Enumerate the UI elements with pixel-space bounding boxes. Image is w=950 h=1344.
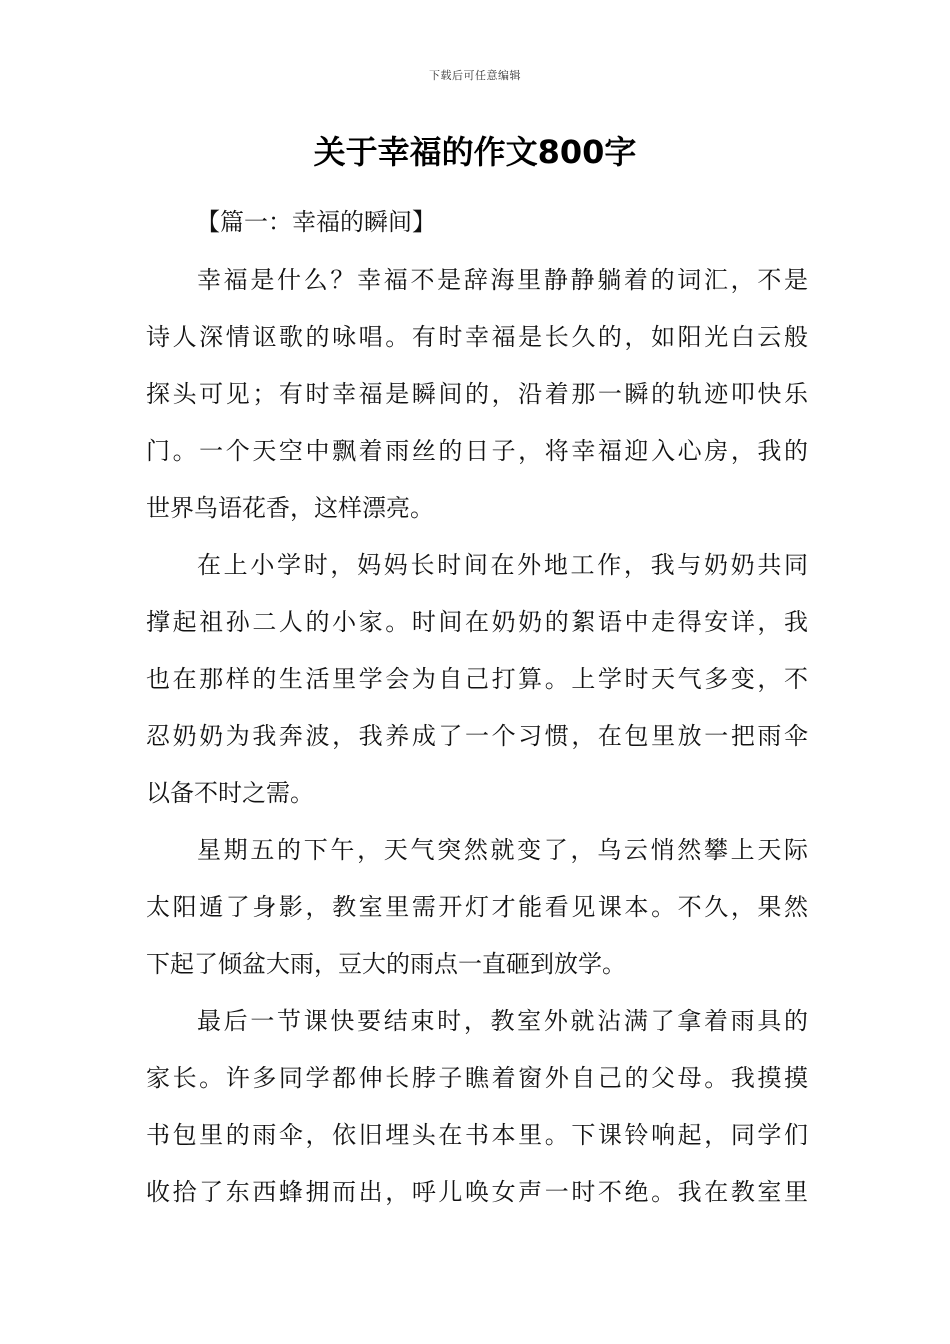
paragraph xyxy=(146,252,808,537)
text-line: 幸福是什么？幸福不是辞海里静静躺着的词汇，不是 xyxy=(197,266,808,294)
header-note: 下载后可任意编辑 xyxy=(429,69,521,82)
text-line: 收拾了东西蜂拥而出，呼儿唤女声一时不绝。我在教室里 xyxy=(146,1178,808,1206)
text-line: 也在那样的生活里学会为自己打算。上学时天气多变，不 xyxy=(146,665,808,693)
text-line: 书包里的雨伞，依旧埋头在书本里。下课铃响起，同学们 xyxy=(146,1121,808,1149)
paragraph xyxy=(146,993,808,1221)
paragraph xyxy=(146,537,808,822)
text-line: 探头可见；有时幸福是瞬间的，沿着那一瞬的轨迹叩快乐 xyxy=(146,380,808,408)
text-line: 门。一个天空中飘着雨丝的日子，将幸福迎入心房，我的 xyxy=(146,437,808,465)
text-line: 撑起祖孙二人的小家。时间在奶奶的絮语中走得安详，我 xyxy=(146,608,808,636)
document-title: 关于幸福的作文800字 xyxy=(313,133,637,171)
document-body xyxy=(146,252,808,1221)
text-line: 最后一节课快要结束时，教室外就沾满了拿着雨具的 xyxy=(197,1007,808,1035)
paragraph xyxy=(146,822,808,993)
text-line: 忍奶奶为我奔波，我养成了一个习惯，在包里放一把雨伞 xyxy=(146,722,808,750)
text-line: 家长。许多同学都伸长脖子瞧着窗外自己的父母。我摸摸 xyxy=(146,1064,808,1092)
text-line: 星期五的下午，天气突然就变了，乌云悄然攀上天际 xyxy=(197,836,808,864)
text-line: 世界鸟语花香，这样漂亮。 xyxy=(146,494,434,522)
text-line: 诗人深情讴歌的咏唱。有时幸福是长久的，如阳光白云般 xyxy=(146,323,808,351)
text-line: 以备不时之需。 xyxy=(146,779,314,807)
section-heading: 【篇一：幸福的瞬间】 xyxy=(196,208,436,236)
text-line: 下起了倾盆大雨，豆大的雨点一直砸到放学。 xyxy=(146,950,626,978)
text-line: 太阳遁了身影，教室里需开灯才能看见课本。不久，果然 xyxy=(146,893,808,921)
text-line: 在上小学时，妈妈长时间在外地工作，我与奶奶共同 xyxy=(197,551,808,579)
